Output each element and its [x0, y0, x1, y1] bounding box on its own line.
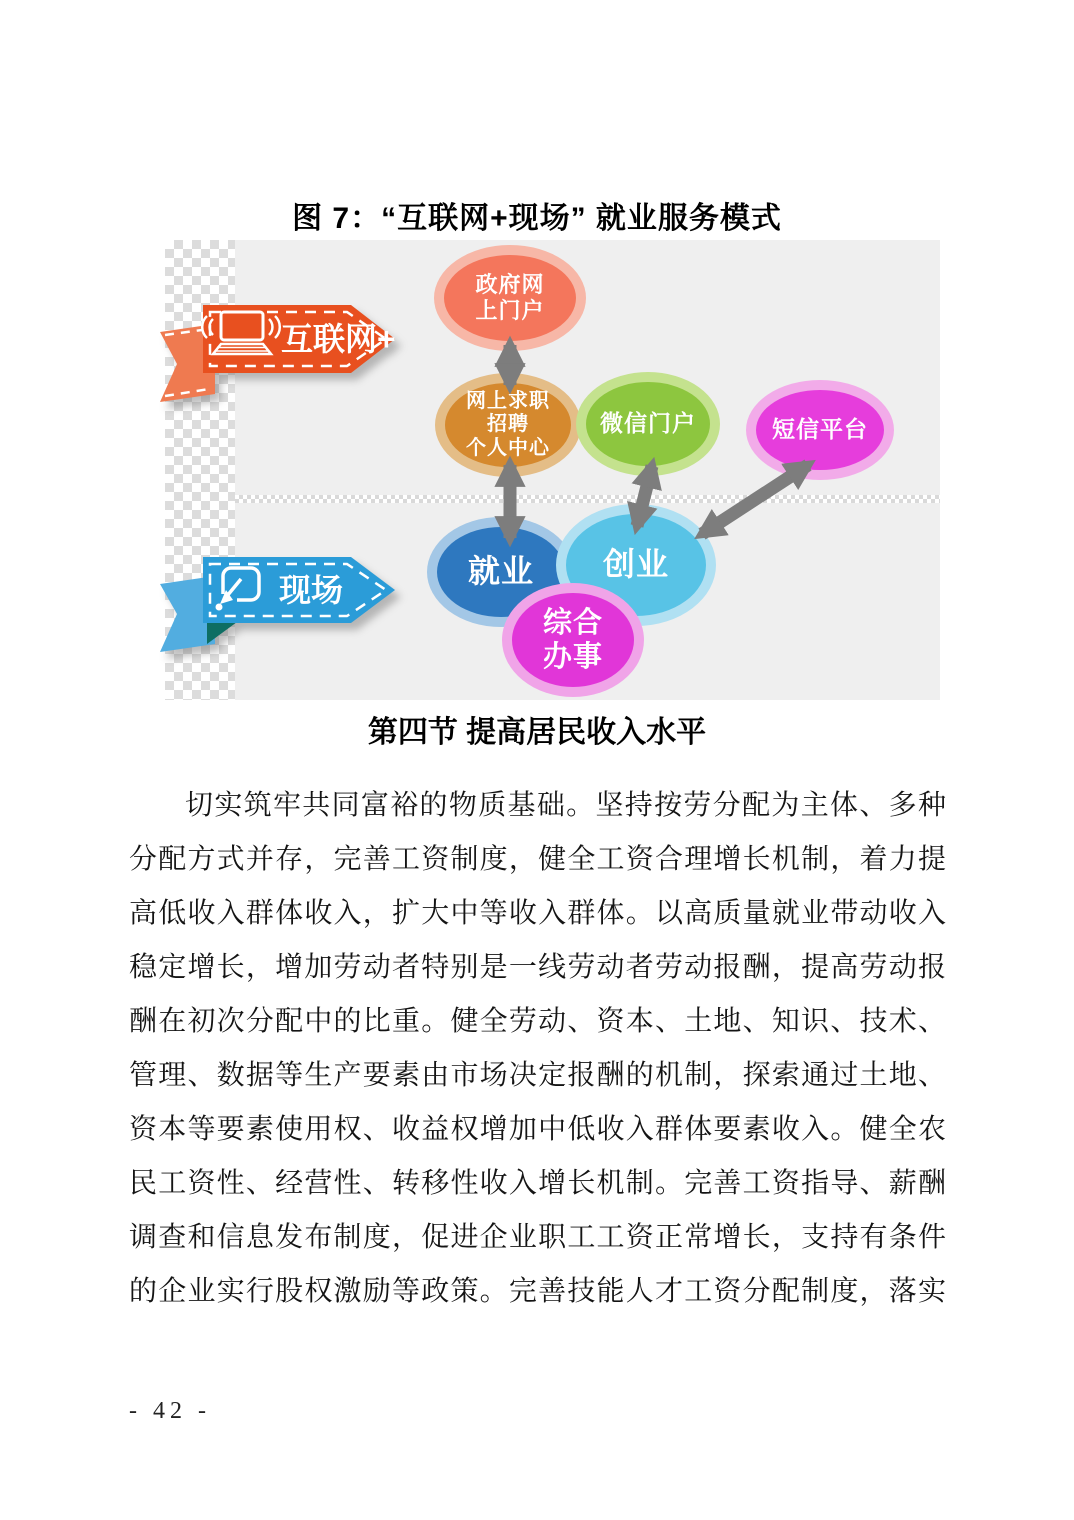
- body-line: 民工资性、经营性、转移性收入增长机制。完善工资指导、薪酬: [129, 1168, 946, 1199]
- bubble-label-line: 政府网: [475, 272, 545, 298]
- body-line: 资本等要素使用权、收益权增加中低收入群体要素收入。健全农: [129, 1114, 946, 1145]
- body-line: 调查和信息发布制度，促进企业职工工资正常增长，支持有条件: [129, 1222, 946, 1253]
- bubble-label-line: 上门户: [475, 298, 545, 323]
- internet-plus-banner: [157, 302, 407, 407]
- body-line: 酬在初次分配中的比重。健全劳动、资本、土地、知识、技术、: [129, 1006, 946, 1037]
- bubble-wechat-portal: [586, 382, 710, 466]
- bubble-label-line: 办事: [542, 641, 603, 673]
- dashed-zone-divider: [235, 495, 940, 503]
- bubble-integrated-services: [512, 593, 634, 687]
- bubble-sms-platform: [756, 390, 884, 470]
- bubble-label-line: 个人中心: [466, 436, 550, 459]
- bubble-gov-portal: [444, 255, 576, 341]
- bubble-label-line: 微信门户: [600, 410, 696, 437]
- page-number: - 42 -: [129, 1398, 211, 1424]
- bubble-online-job-center: [445, 383, 571, 467]
- bubble-label-line: 创业: [602, 546, 669, 583]
- bubble-label-line: 招聘: [487, 413, 529, 436]
- employment-service-diagram: [165, 240, 940, 700]
- body-paragraph: [129, 779, 946, 1319]
- bubble-label-line: 网上求职: [466, 389, 550, 412]
- body-line: 高低收入群体收入，扩大中等收入群体。以高质量就业带动收入: [129, 898, 946, 929]
- body-line: 稳定增长，增加劳动者特别是一线劳动者劳动报酬，提高劳动报: [129, 952, 946, 983]
- body-line: 的企业实行股权激励等政策。完善技能人才工资分配制度，落实: [129, 1276, 946, 1307]
- bubble-label-line: 综合: [542, 606, 603, 639]
- bubble-label-line: 就业: [467, 553, 534, 590]
- onsite-banner: [157, 554, 407, 666]
- body-line: 分配方式并存，完善工资制度，健全工资合理增长机制，着力提: [129, 844, 946, 875]
- internet-banner-label: 互联网+: [281, 321, 396, 357]
- onsite-banner-label: 现场: [279, 572, 344, 608]
- section-heading: 第四节 提高居民收入水平: [367, 716, 707, 749]
- body-line: 切实筑牢共同富裕的物质基础。坚持按劳分配为主体、多种: [185, 790, 946, 821]
- figure-title: 图 7：“互联网+现场” 就业服务模式: [292, 202, 782, 235]
- bubble-label-line: 短信平台: [772, 416, 868, 443]
- body-line: 管理、数据等生产要素由市场决定报酬的机制，探索通过土地、: [129, 1060, 946, 1091]
